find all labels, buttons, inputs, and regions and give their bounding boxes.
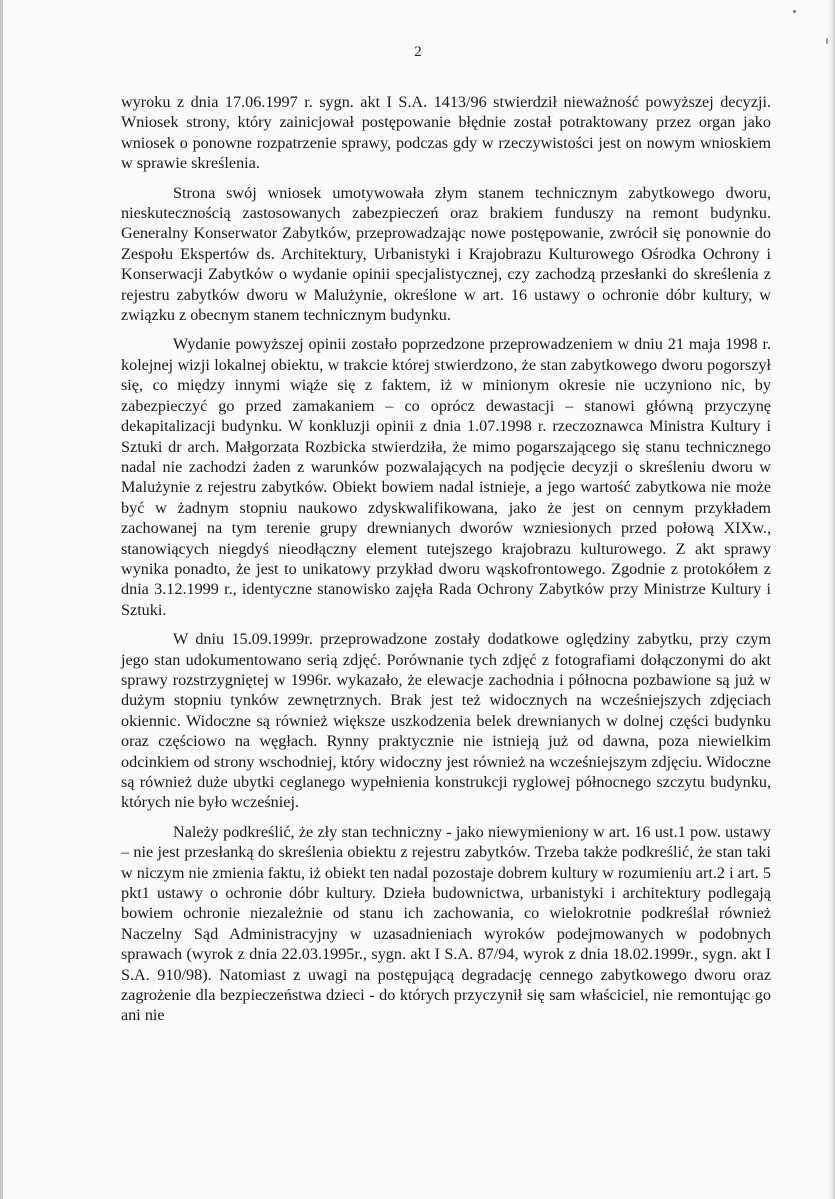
page-number: 2 bbox=[414, 44, 422, 60]
paragraph-2: Strona swój wniosek umotywowała złym stanem technicznym zabytkowego dworu, nieskutecznością zastosowanych zabezpieczeń oraz brakiem funduszy na remont budynku. Generalny Konserwator Zabytków, przeprowadzając nowe postępowanie, zwrócił się ponownie do Zespołu Ekspertów ds. Architektury, Urbanistyki i Krajobrazu Kulturowego Ośrodka Ochrony i Konserwacji Zabytków o wydanie opinii specjalistycznej, czy zachodzą przesłanki do skreślenia z rejestru zabytków dworu w Malużynie, określone w art. 16 ustawy o ochronie dóbr kultury, w związku z obecnym stanem technicznym budynku. bbox=[121, 183, 771, 325]
paragraph-1: wyroku z dnia 17.06.1997 r. sygn. akt I S.A. 1413/96 stwierdził nieważność powyższej decyzji. Wniosek strony, który zainicjował postępowanie błędnie został potraktowany przez organ jako wniosek o ponowne rozpatrzenie sprawy, podczas gdy w rzeczywistości jest on nowym wnioskiem w sprawie skreślenia. bbox=[121, 93, 771, 173]
paragraph-5: Należy podkreślić, że zły stan techniczny - jako niewymieniony w art. 16 ust.1 pow. ustawy – nie jest przesłanką do skreślenia obiektu z rejestru zabytków. Trzeba także podkreślić, że stan taki w niczym nie zmienia faktu, iż obiekt ten nadal pozostaje dobrem kultury w rozumieniu art.2 i art. 5 pkt1 ustawy o ochronie dóbr kultury. Dzieła budownictwa, urbanistyki i architektury podlegają bowiem ochronie niezależnie od stanu ich zachowania, co wielokrotnie podkreślał również Naczelny Sąd Administracyjny w uzasadnieniach wyroków podejmowanych w podobnych sprawach (wyrok z dnia 22.03.1995r., sygn. akt I S.A. 87/94, wyrok z dnia 18.02.1999r., sygn. akt I S.A. 910/98). Natomiast z uwagi na postępującą degradację cennego zabytkowego dworu oraz zagrożenie dla bezpieczeństwa dzieci - do których przyczynił się sam właściciel, nie remontując go ani nie bbox=[121, 822, 771, 1025]
scan-speck bbox=[793, 10, 796, 13]
paragraph-3: Wydanie powyższej opinii zostało poprzedzone przeprowadzeniem w dniu 21 maja 1998 r. kolejnej wizji lokalnej obiektu, w trakcie której stwierdzono, że stan zabytkowego dworu pogorszył się, co między innymi wiąże się z faktem, iż w minionym okresie nie uczyniono nic, by zabezpieczyć go przed zamakaniem – co oprócz dewastacji – stanowi główną przyczynę dekapitalizacji budynku. W konkluzji opinii z dnia 1.07.1998 r. rzeczoznawca Ministra Kultury i Sztuki dr arch. Małgorzata Rozbicka stwierdziła, że mimo pogarszającego się stanu technicznego nadal nie zachodzi żaden z warunków pozwalających na podjęcie decyzji o skreśleniu dworu w Malużynie z rejestru zabytków. Obiekt bowiem nadal istnieje, a jego wartość zabytkowa nie może być w żadnym stopniu naukowo zdyskwalifikowana, jako że jest on cennym przykładem zachowanej na tym terenie grupy drewnianych dworów wzniesionych przed połową XIXw., stanowiących niegdyś nieodłączny element tutejszego krajobrazu kulturowego. Z akt sprawy wynika ponadto, że jest to unikatowy przykład dworu wąskofrontowego. Zgodnie z protokółem z dnia 3.12.1999 r., identyczne stanowisko zajęła Rada Ochrony Zabytków przy Ministrze Kultury i Sztuki. bbox=[121, 335, 771, 619]
document-body bbox=[121, 92, 771, 1035]
page-edge-shadow bbox=[827, 0, 833, 1199]
paragraph-4: W dniu 15.09.1999r. przeprowadzone zostały dodatkowe oględziny zabytku, przy czym jego stan udokumentowano serią zdjęć. Porównanie tych zdjęć z fotografiami dołączonymi do akt sprawy rozstrzygniętej w 1996r. wykazało, że elewacje zachodnia i północna pozbawione są już w dużym stopniu tynków zewnętrznych. Brak jest też widocznych na wcześniejszych zdjęciach okiennic. Widoczne są również większe uszkodzenia belek drewnianych w dolnej części budynku oraz częściowo na węgłach. Rynny praktycznie nie istnieją już od dawna, poza niewielkim odcinkiem od strony wschodniej, który widoczny jest również na wcześniejszym zdjęciu. Widoczne są również duże ubytki ceglanego wypełnienia konstrukcji ryglowej północnego szczytu budynku, których nie było wcześniej. bbox=[121, 630, 771, 812]
